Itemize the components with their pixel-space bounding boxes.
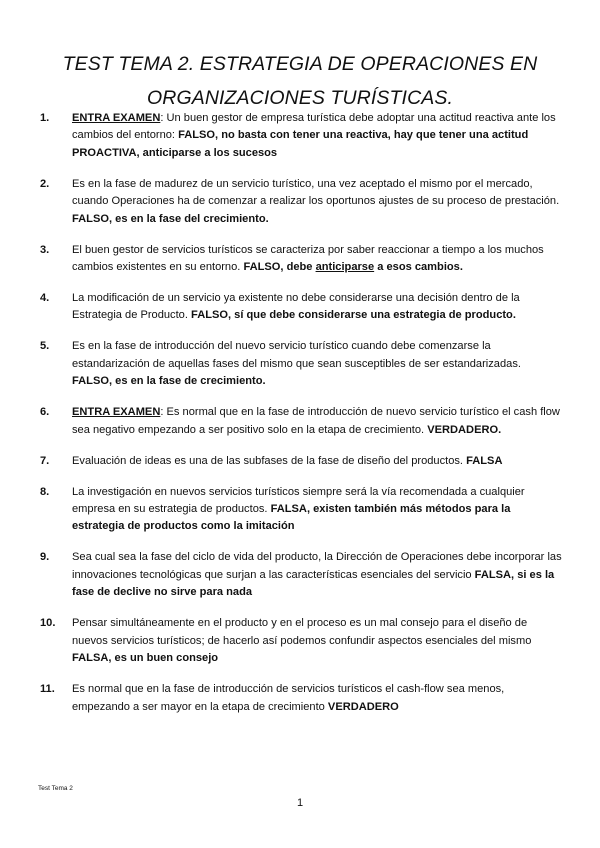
exam-tag: ENTRA EXAMEN bbox=[72, 112, 161, 124]
item-statement: La modificación de un servicio ya existente no debe considerarse una decisión dentro de la Estrategia de Producto. bbox=[72, 292, 520, 322]
footer-label: Test Tema 2 bbox=[38, 785, 73, 792]
item-statement: El buen gestor de servicios turísticos se caracteriza por saber reaccionar a tiempo a los muchos cambios existentes en su entorno. bbox=[72, 243, 544, 274]
item-body bbox=[72, 615, 562, 667]
item-answer: FALSO, sí que debe considerarse una estrategia de producto. bbox=[191, 309, 516, 322]
item-body bbox=[72, 176, 562, 228]
item-answer: FALSO, es en la fase del crecimiento. bbox=[72, 212, 269, 225]
item-answer: FALSA, es un buen consejo bbox=[72, 652, 219, 665]
title-line-1: TEST TEMA 2. ESTRATEGIA DE OPERACIONES EN bbox=[62, 53, 538, 76]
item-number: 2. bbox=[40, 177, 50, 190]
answer-underlined-word: anticiparse bbox=[315, 261, 375, 274]
page-number: 1 bbox=[296, 797, 304, 809]
list-item-11 bbox=[40, 681, 562, 716]
item-body bbox=[72, 290, 562, 325]
item-number: 1. bbox=[40, 112, 50, 124]
list-item-7 bbox=[40, 453, 562, 470]
item-number: 5. bbox=[40, 340, 50, 353]
item-statement: Es en la fase de madurez de un servicio turístico, una vez aceptado el mismo por el mercado, cuando Operaciones ha de comenzar a realizar los oportunos ajustes de su proceso de prestación. bbox=[72, 177, 560, 208]
document-title bbox=[40, 47, 560, 115]
question-list bbox=[40, 110, 562, 730]
list-item-4 bbox=[40, 290, 562, 325]
item-answer bbox=[243, 261, 463, 273]
item-statement: Pensar simultáneamente en el producto y en el proceso es un mal consejo para el diseño de nuevos servicios turísticos; de hacerlo así podemos confundir aspectos esenciales del mismo bbox=[72, 617, 532, 647]
item-answer: FALSO, es en la fase de crecimiento. bbox=[72, 375, 266, 388]
item-statement: Es en la fase de introducción del nuevo servicio turístico cuando debe comenzarse la estandarización de aquellas fases del mismo que sean susceptibles de ser estandarizadas. bbox=[72, 340, 521, 370]
item-body bbox=[72, 484, 562, 536]
item-statement: Evaluación de ideas es una de las subfases de la fase de diseño del productos. bbox=[72, 454, 467, 467]
item-statement: : Es normal que en la fase de introducción de nuevo servicio turístico el cash flow sea negativo empezando a ser positivo solo en la etapa de crecimiento. bbox=[72, 406, 560, 436]
item-number: 6. bbox=[40, 406, 50, 419]
list-item-5 bbox=[40, 338, 562, 390]
item-answer: FALSA, existen también más métodos para la estrategia de productos como la imitación bbox=[72, 503, 511, 533]
list-item-6 bbox=[40, 404, 562, 439]
answer-suffix: a esos cambios. bbox=[374, 261, 463, 274]
item-number: 3. bbox=[40, 243, 50, 256]
answer-prefix: FALSO, debe bbox=[243, 261, 316, 274]
list-item-8 bbox=[40, 484, 562, 536]
item-answer: VERDADERO bbox=[327, 700, 399, 713]
title-line-2: ORGANIZACIONES TURÍSTICAS. bbox=[147, 87, 453, 110]
item-body bbox=[72, 453, 562, 470]
item-number: 8. bbox=[40, 485, 50, 498]
item-number: 7. bbox=[40, 454, 50, 467]
item-body bbox=[72, 404, 562, 439]
item-number: 11. bbox=[40, 683, 55, 696]
item-answer: FALSA bbox=[466, 454, 503, 467]
item-statement: Sea cual sea la fase del ciclo de vida del producto, la Dirección de Operaciones debe incorporar las innovaciones tecnológicas que surjan a las características esenciales del servicio bbox=[72, 551, 562, 581]
list-item-3 bbox=[40, 242, 562, 277]
item-statement: : Un buen gestor de empresa turística debe adoptar una actitud reactiva ante los cambios del entorno: bbox=[72, 112, 556, 142]
item-statement: La investigación en nuevos servicios turísticos siempre será la vía recomendada a cualquier empresa en su estrategia de productos. bbox=[72, 485, 525, 516]
item-number: 9. bbox=[40, 551, 50, 564]
item-answer: FALSA, si es la fase de declive no sirve para nada bbox=[72, 568, 555, 599]
item-body bbox=[72, 549, 562, 601]
item-body bbox=[72, 681, 562, 716]
item-body bbox=[72, 242, 562, 277]
list-item-9 bbox=[40, 549, 562, 601]
exam-tag: ENTRA EXAMEN bbox=[72, 406, 161, 419]
item-body bbox=[72, 110, 562, 162]
item-number: 4. bbox=[40, 292, 50, 305]
item-answer: VERDADERO. bbox=[427, 423, 502, 436]
item-number: 10. bbox=[40, 617, 56, 630]
item-body bbox=[72, 338, 562, 390]
list-item-10 bbox=[40, 615, 562, 667]
list-item-2 bbox=[40, 176, 562, 228]
item-statement: Es normal que en la fase de introducción de servicios turísticos el cash-flow sea menos, empezando a ser mayor en la etapa de crecimiento bbox=[72, 683, 505, 713]
item-answer: FALSO, no basta con tener una reactiva, hay que tener una actitud PROACTIVA, anticiparse a los sucesos bbox=[72, 129, 529, 159]
list-item-1 bbox=[40, 110, 562, 162]
